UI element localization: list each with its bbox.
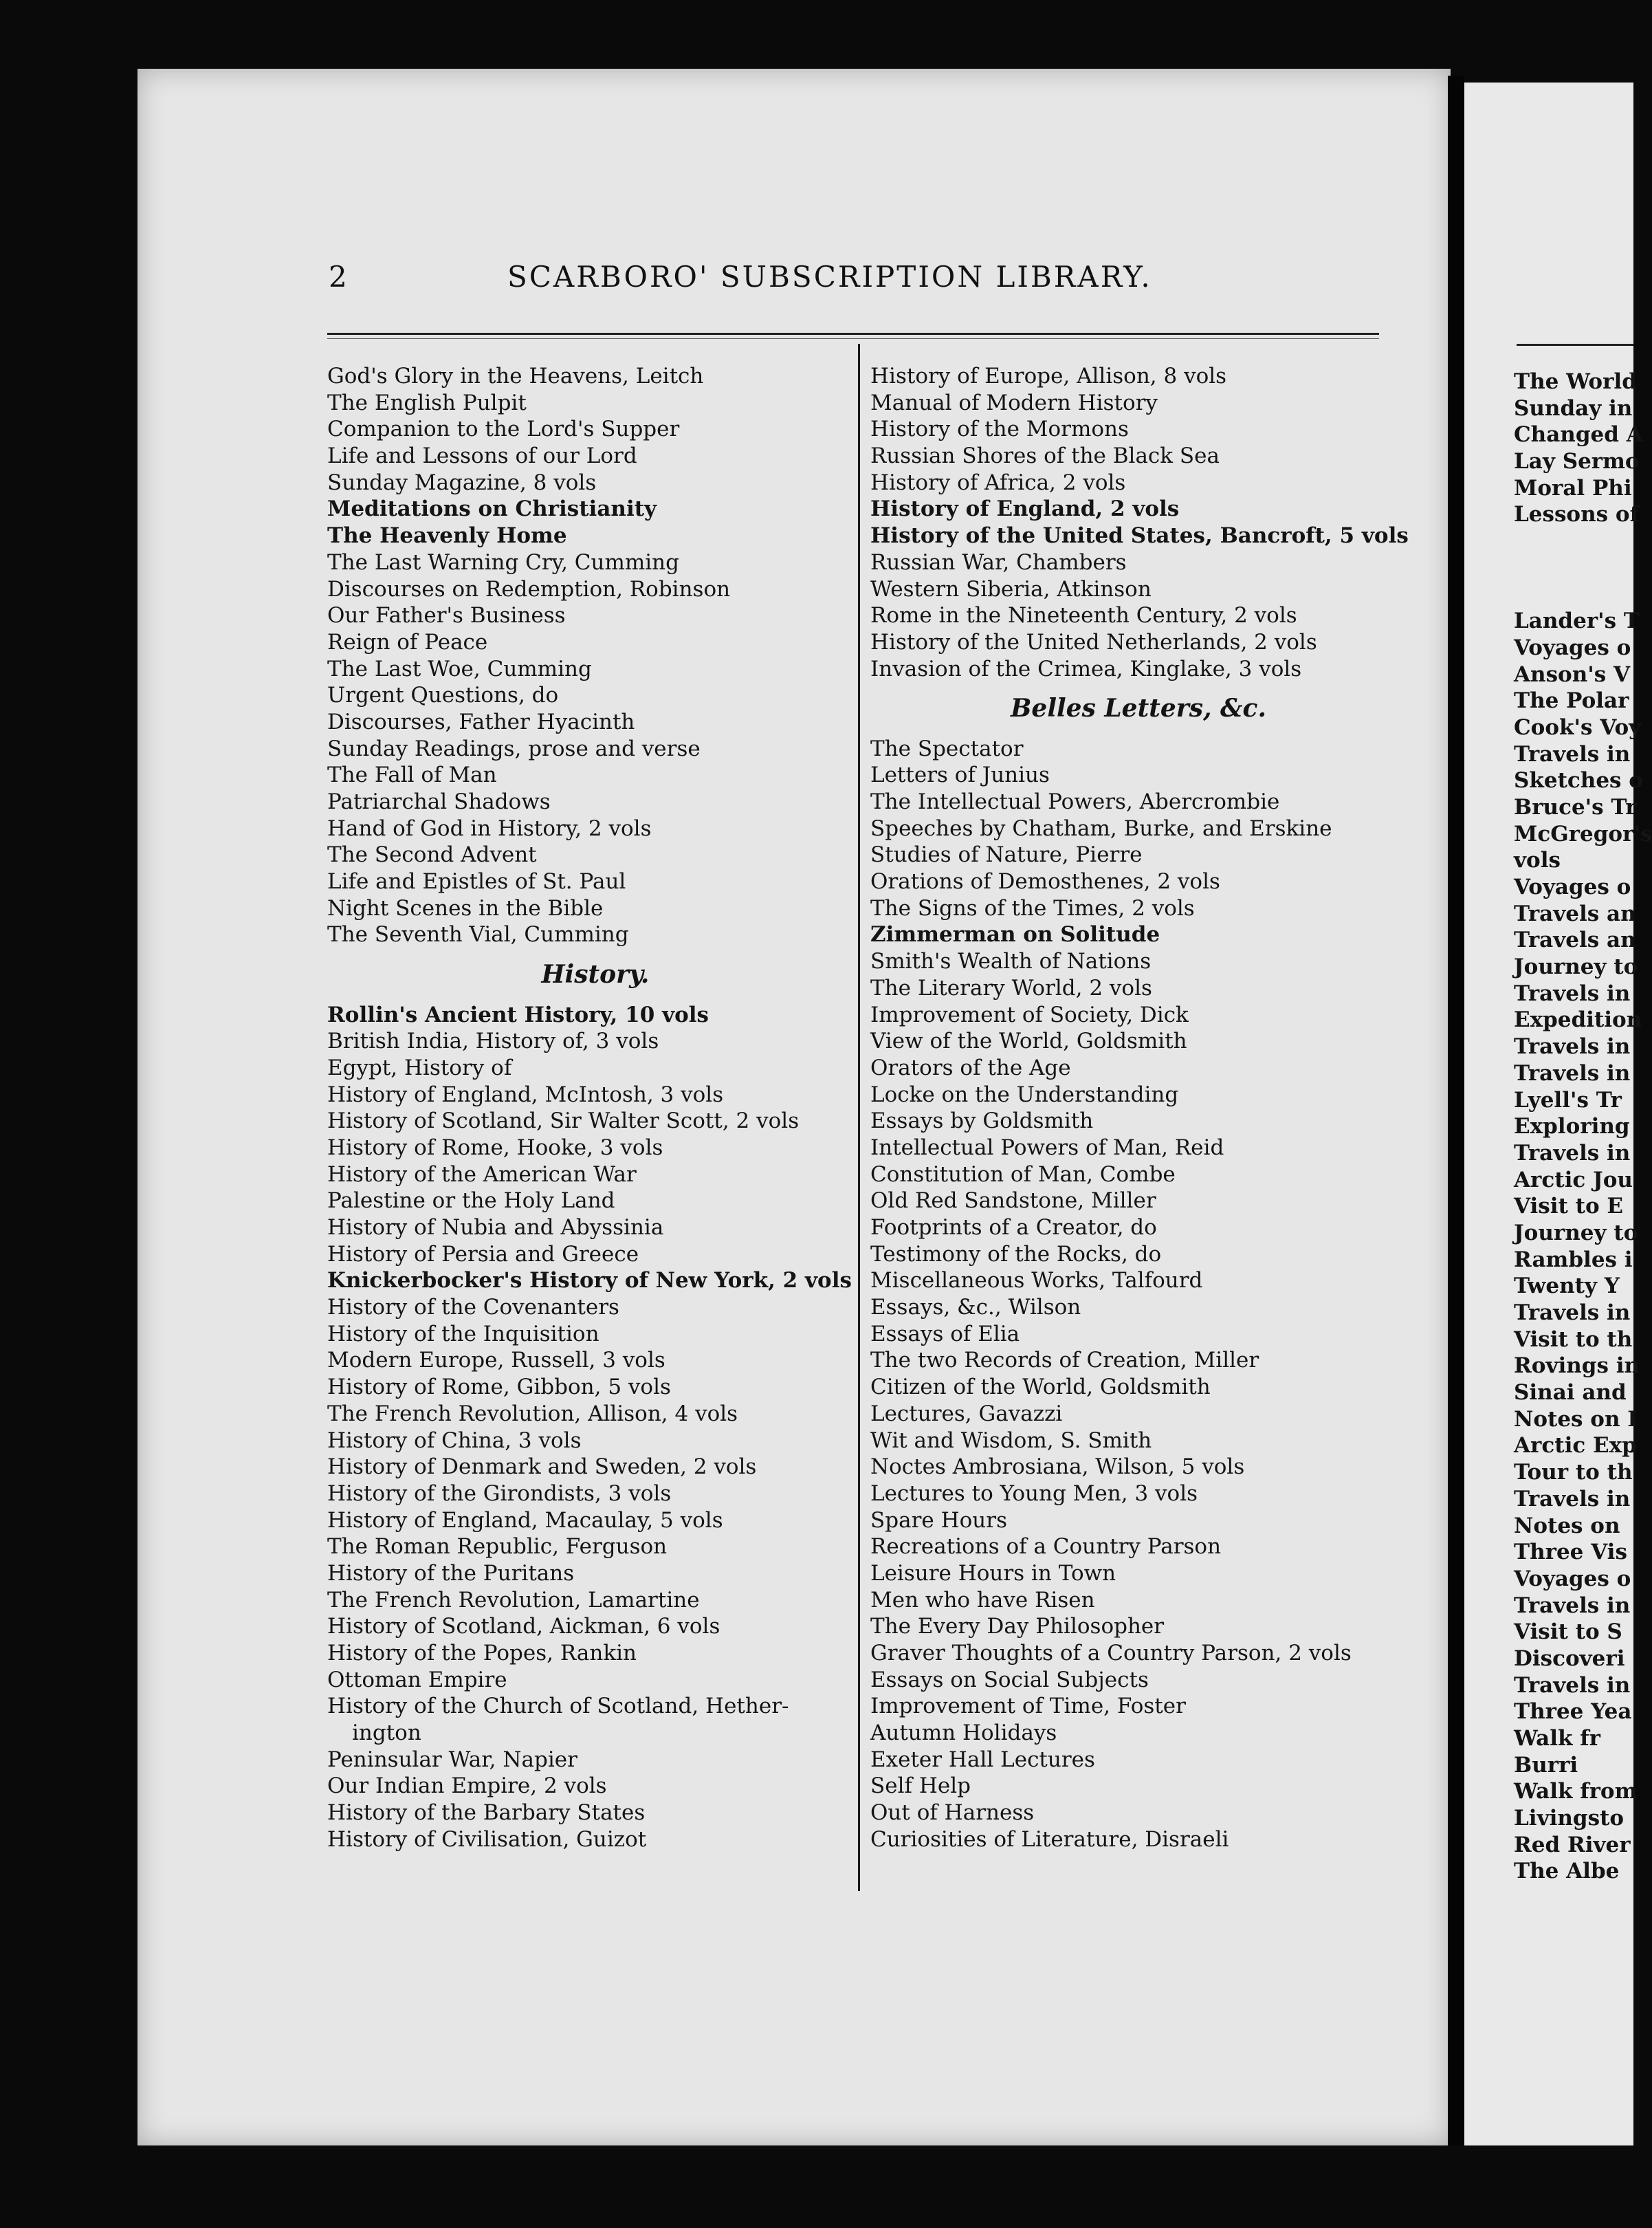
section-heading: Belles Letters, &c. — [1010, 694, 1267, 723]
book-gutter — [1448, 76, 1464, 2145]
facing-page-entry: Visit to E — [1514, 1194, 1624, 1219]
facing-page-entry: Travels in — [1514, 1672, 1631, 1698]
catalogue-entry: Constitution of Man, Combe — [870, 1161, 1176, 1187]
catalogue-entry: Hand of God in History, 2 vols — [327, 816, 652, 841]
catalogue-entry: Leisure Hours in Town — [870, 1560, 1116, 1586]
header-rule-thin — [327, 338, 1379, 339]
facing-page-entry: Cook's Voy — [1514, 714, 1642, 740]
catalogue-entry: History of the Puritans — [327, 1560, 575, 1586]
left-column — [327, 363, 863, 1853]
catalogue-entry: Orations of Demosthenes, 2 vols — [870, 869, 1220, 895]
right-column — [870, 363, 1407, 1853]
catalogue-entry: History of Scotland, Aickman, 6 vols — [327, 1614, 720, 1639]
facing-page-entry: The Albe — [1514, 1859, 1620, 1884]
page-header — [329, 260, 1325, 301]
facing-page-entry: Travels in — [1514, 1060, 1631, 1086]
catalogue-entry: Russian Shores of the Black Sea — [870, 444, 1220, 469]
facing-page-entry: Travels in — [1514, 741, 1631, 767]
catalogue-entry: Recreations of a Country Parson — [870, 1534, 1222, 1560]
facing-page-entry: Visit to th — [1514, 1326, 1633, 1352]
facing-page-entry: Walk fr — [1514, 1726, 1600, 1751]
catalogue-entry: Urgent Questions, do — [327, 683, 559, 708]
catalogue-entry: Rome in the Nineteenth Century, 2 vols — [870, 603, 1297, 629]
catalogue-entry: Citizen of the World, Goldsmith — [870, 1375, 1211, 1400]
catalogue-entry: Sunday Magazine, 8 vols — [327, 470, 597, 495]
catalogue-entry: The two Records of Creation, Miller — [870, 1348, 1259, 1373]
catalogue-entry: Intellectual Powers of Man, Reid — [870, 1135, 1224, 1160]
catalogue-entry: Lectures to Young Men, 3 vols — [870, 1481, 1198, 1506]
catalogue-entry: Patriarchal Shadows — [327, 789, 551, 814]
catalogue-entry: Essays, &c., Wilson — [870, 1295, 1081, 1320]
catalogue-entry: Zimmerman on Solitude — [870, 922, 1160, 948]
catalogue-entry: History of Europe, Allison, 8 vols — [870, 364, 1227, 389]
facing-page-entry: Travels in — [1514, 1034, 1631, 1060]
catalogue-entry: History of Civilisation, Guizot — [327, 1826, 647, 1852]
facing-page-entry: Journey to — [1514, 1220, 1638, 1245]
facing-page-column — [1514, 369, 1652, 1885]
facing-page-entry: Lander's T — [1514, 609, 1640, 634]
catalogue-entry: Speeches by Chatham, Burke, and Erskine — [870, 816, 1332, 841]
facing-page-entry: Lyell's Tr — [1514, 1087, 1622, 1113]
facing-page-entry: Burri — [1514, 1752, 1578, 1778]
catalogue-entry: The French Revolution, Allison, 4 vols — [327, 1401, 738, 1426]
catalogue-entry: Exeter Hall Lectures — [870, 1747, 1095, 1772]
catalogue-entry: Life and Lessons of our Lord — [327, 444, 637, 469]
catalogue-entry: Wit and Wisdom, S. Smith — [870, 1428, 1152, 1453]
facing-page-entry: Expedition — [1514, 1007, 1642, 1033]
catalogue-entry: Essays on Social Subjects — [870, 1667, 1149, 1692]
facing-page-entry: Voyages o — [1514, 635, 1631, 660]
facing-page-entry: Travels in — [1514, 1486, 1631, 1511]
catalogue-entry: God's Glory in the Heavens, Leitch — [327, 364, 704, 389]
facing-page-entry: Journey to — [1514, 954, 1638, 980]
facing-page-entry: Travels in — [1514, 981, 1631, 1006]
facing-page-entry: Lessons of — [1514, 502, 1639, 527]
facing-page-entry: Livingsto — [1514, 1806, 1625, 1831]
header-rule — [327, 333, 1379, 335]
catalogue-entry: Testimony of the Rocks, do — [870, 1241, 1162, 1267]
catalogue-entry: Discourses on Redemption, Robinson — [327, 576, 731, 602]
catalogue-entry: Our Indian Empire, 2 vols — [327, 1773, 607, 1799]
facing-page-gap — [1514, 528, 1633, 608]
catalogue-entry: Russian War, Chambers — [870, 549, 1127, 575]
facing-page-entry: The Polar — [1514, 688, 1629, 714]
facing-page-entry: Bruce's Tr — [1514, 794, 1637, 820]
catalogue-entry: Men who have Risen — [870, 1587, 1095, 1613]
facing-page-entry: Moral Phi — [1514, 475, 1632, 501]
catalogue-entry: The Intellectual Powers, Abercrombie — [870, 789, 1280, 815]
facing-page-entry: Arctic Jou — [1514, 1167, 1633, 1192]
catalogue-entry: British India, History of, 3 vols — [327, 1029, 659, 1054]
facing-page-entry: Three Yea — [1514, 1699, 1632, 1725]
facing-page-entry: Sunday in — [1514, 395, 1633, 421]
catalogue-entry: History of the Covenanters — [327, 1295, 619, 1320]
catalogue-entry: Modern Europe, Russell, 3 vols — [327, 1348, 665, 1373]
catalogue-entry: Western Siberia, Atkinson — [870, 576, 1152, 602]
catalogue-entry: History of the Church of Scotland, Hether- — [327, 1694, 789, 1719]
facing-page-entry: Changed A — [1514, 422, 1643, 448]
catalogue-entry: Old Red Sandstone, Miller — [870, 1188, 1156, 1214]
catalogue-entry: Locke on the Understanding — [870, 1082, 1179, 1107]
catalogue-entry: Improvement of Society, Dick — [870, 1002, 1189, 1027]
catalogue-entry: Footprints of a Creator, do — [870, 1215, 1157, 1241]
catalogue-entry: Autumn Holidays — [870, 1721, 1057, 1746]
facing-page-entry: Travels an — [1514, 928, 1636, 953]
catalogue-entry: Invasion of the Crimea, Kinglake, 3 vols — [870, 656, 1302, 681]
catalogue-entry: Miscellaneous Works, Talfourd — [870, 1268, 1203, 1293]
facing-page-entry: Travels in — [1514, 1300, 1631, 1325]
catalogue-entry: Manual of Modern History — [870, 390, 1158, 415]
catalogue-entry: The Spectator — [870, 736, 1024, 761]
catalogue-entry: Noctes Ambrosiana, Wilson, 5 vols — [870, 1454, 1245, 1480]
catalogue-entry: History of the United States, Bancroft, 5 vols — [870, 523, 1409, 549]
facing-page-entry: Voyages o — [1514, 875, 1631, 899]
section-heading: History. — [541, 960, 650, 990]
facing-page-entry: Red River — [1514, 1832, 1631, 1857]
catalogue-entry: Reign of Peace — [327, 629, 488, 655]
catalogue-entry: Essays of Elia — [870, 1321, 1020, 1346]
catalogue-entry: History of the Mormons — [870, 417, 1129, 442]
catalogue-entry: Improvement of Time, Foster — [870, 1694, 1186, 1719]
catalogue-entry: Meditations on Christianity — [327, 496, 657, 522]
catalogue-entry: Night Scenes in the Bible — [327, 895, 604, 921]
facing-page-entry: McGregor's — [1514, 821, 1652, 847]
catalogue-entry: History of Scotland, Sir Walter Scott, 2 vols — [327, 1108, 800, 1134]
catalogue-entry: The Last Warning Cry, Cumming — [327, 549, 679, 575]
page-title: SCARBORO' SUBSCRIPTION LIBRARY. — [507, 260, 1152, 294]
catalogue-entry: History of Persia and Greece — [327, 1241, 639, 1267]
catalogue-entry: Curiosities of Literature, Disraeli — [870, 1826, 1229, 1852]
catalogue-entry: The Heavenly Home — [327, 523, 567, 549]
catalogue-entry: The Literary World, 2 vols — [870, 975, 1152, 1001]
facing-page-entry: Travels in — [1514, 1593, 1631, 1618]
facing-page-entry: Rambles i — [1514, 1247, 1633, 1272]
facing-page-entry: Walk from — [1514, 1779, 1638, 1804]
catalogue-entry: Our Father's Business — [327, 603, 566, 629]
catalogue-entry: History of China, 3 vols — [327, 1428, 582, 1453]
catalogue-entry: The Fall of Man — [327, 763, 497, 788]
page-number: 2 — [329, 260, 349, 294]
catalogue-entry: Ottoman Empire — [327, 1667, 507, 1692]
catalogue-entry: History of Nubia and Abyssinia — [327, 1215, 664, 1241]
catalogue-entry: The English Pulpit — [327, 390, 527, 415]
facing-page-entry: Voyages o — [1514, 1566, 1631, 1591]
facing-page-entry: The World — [1514, 369, 1637, 394]
facing-page-entry: Notes on I — [1514, 1406, 1638, 1432]
catalogue-entry: History of England, 2 vols — [870, 496, 1180, 522]
catalogue-entry: The Signs of the Times, 2 vols — [870, 895, 1195, 921]
catalogue-entry: Graver Thoughts of a Country Parson, 2 vols — [870, 1641, 1352, 1666]
facing-page-entry: Visit to S — [1514, 1619, 1622, 1645]
catalogue-entry: Lectures, Gavazzi — [870, 1401, 1063, 1426]
catalogue-entry: Essays by Goldsmith — [870, 1108, 1094, 1134]
catalogue-entry: Self Help — [870, 1773, 971, 1799]
facing-page-entry: Arctic Exp — [1514, 1433, 1637, 1459]
facing-page-entry: Notes on — [1514, 1513, 1620, 1538]
facing-page-entry: Lay Sermo — [1514, 449, 1640, 474]
catalogue-entry: View of the World, Goldsmith — [870, 1029, 1187, 1054]
catalogue-entry: Life and Epistles of St. Paul — [327, 869, 626, 895]
catalogue-entry: Palestine or the Holy Land — [327, 1188, 615, 1214]
catalogue-entry: Companion to the Lord's Supper — [327, 417, 680, 442]
catalogue-entry: Letters of Junius — [870, 763, 1050, 788]
catalogue-entry: Egypt, History of — [327, 1055, 512, 1080]
catalogue-entry: History of Rome, Hooke, 3 vols — [327, 1135, 663, 1160]
catalogue-entry: The Second Advent — [327, 842, 537, 868]
catalogue-entry: The French Revolution, Lamartine — [327, 1587, 700, 1613]
catalogue-entry: History of Denmark and Sweden, 2 vols — [327, 1454, 757, 1480]
facing-page-entry: Exploring — [1514, 1114, 1630, 1139]
catalogue-entry: ington — [352, 1721, 421, 1746]
facing-page-entry: Rovings in — [1514, 1353, 1640, 1379]
catalogue-entry: Orators of the Age — [870, 1055, 1071, 1080]
catalogue-entry: The Every Day Philosopher — [870, 1614, 1165, 1639]
catalogue-entry: Discourses, Father Hyacinth — [327, 709, 635, 734]
facing-page-entry: vols — [1514, 848, 1561, 873]
catalogue-entry: History of the Barbary States — [327, 1800, 646, 1826]
facing-page-entry: Discoveri — [1514, 1646, 1625, 1671]
facing-page-entry: Travels in — [1514, 1140, 1631, 1166]
facing-page-entry: Sinai and — [1514, 1380, 1627, 1406]
catalogue-entry: History of Africa, 2 vols — [870, 470, 1126, 495]
facing-page-entry: Sketches o — [1514, 768, 1643, 794]
catalogue-entry: History of the American War — [327, 1161, 637, 1187]
facing-page-entry: Tour to th — [1514, 1460, 1633, 1485]
catalogue-entry: Sunday Readings, prose and verse — [327, 736, 701, 761]
facing-page-entry: Three Vis — [1514, 1540, 1627, 1565]
catalogue-entry: Peninsular War, Napier — [327, 1747, 577, 1772]
catalogue-entry: History of the Inquisition — [327, 1321, 599, 1346]
catalogue-entry: Smith's Wealth of Nations — [870, 949, 1152, 974]
catalogue-entry: History of England, McIntosh, 3 vols — [327, 1082, 724, 1107]
catalogue-entry: Rollin's Ancient History, 10 vols — [327, 1002, 709, 1027]
catalogue-entry: Studies of Nature, Pierre — [870, 842, 1143, 868]
facing-page-entry: Travels an — [1514, 901, 1636, 926]
facing-page-entry: Anson's V — [1514, 662, 1631, 687]
catalogue-entry: History of England, Macaulay, 5 vols — [327, 1507, 723, 1533]
catalogue-entry: The Seventh Vial, Cumming — [327, 922, 629, 948]
catalogue-entry: Knickerbocker's History of New York, 2 vols — [327, 1268, 852, 1293]
catalogue-entry: The Roman Republic, Ferguson — [327, 1534, 668, 1560]
catalogue-entry: Out of Harness — [870, 1800, 1035, 1826]
catalogue-entry: The Last Woe, Cumming — [327, 656, 592, 681]
facing-page-rule — [1517, 344, 1633, 346]
catalogue-entry: History of the Popes, Rankin — [327, 1641, 637, 1666]
catalogue-entry: History of Rome, Gibbon, 5 vols — [327, 1375, 671, 1400]
catalogue-entry: History of the Girondists, 3 vols — [327, 1481, 672, 1506]
facing-page-entry: Twenty Y — [1514, 1274, 1620, 1299]
catalogue-entry: Spare Hours — [870, 1507, 1007, 1533]
catalogue-entry: History of the United Netherlands, 2 vols — [870, 629, 1317, 655]
